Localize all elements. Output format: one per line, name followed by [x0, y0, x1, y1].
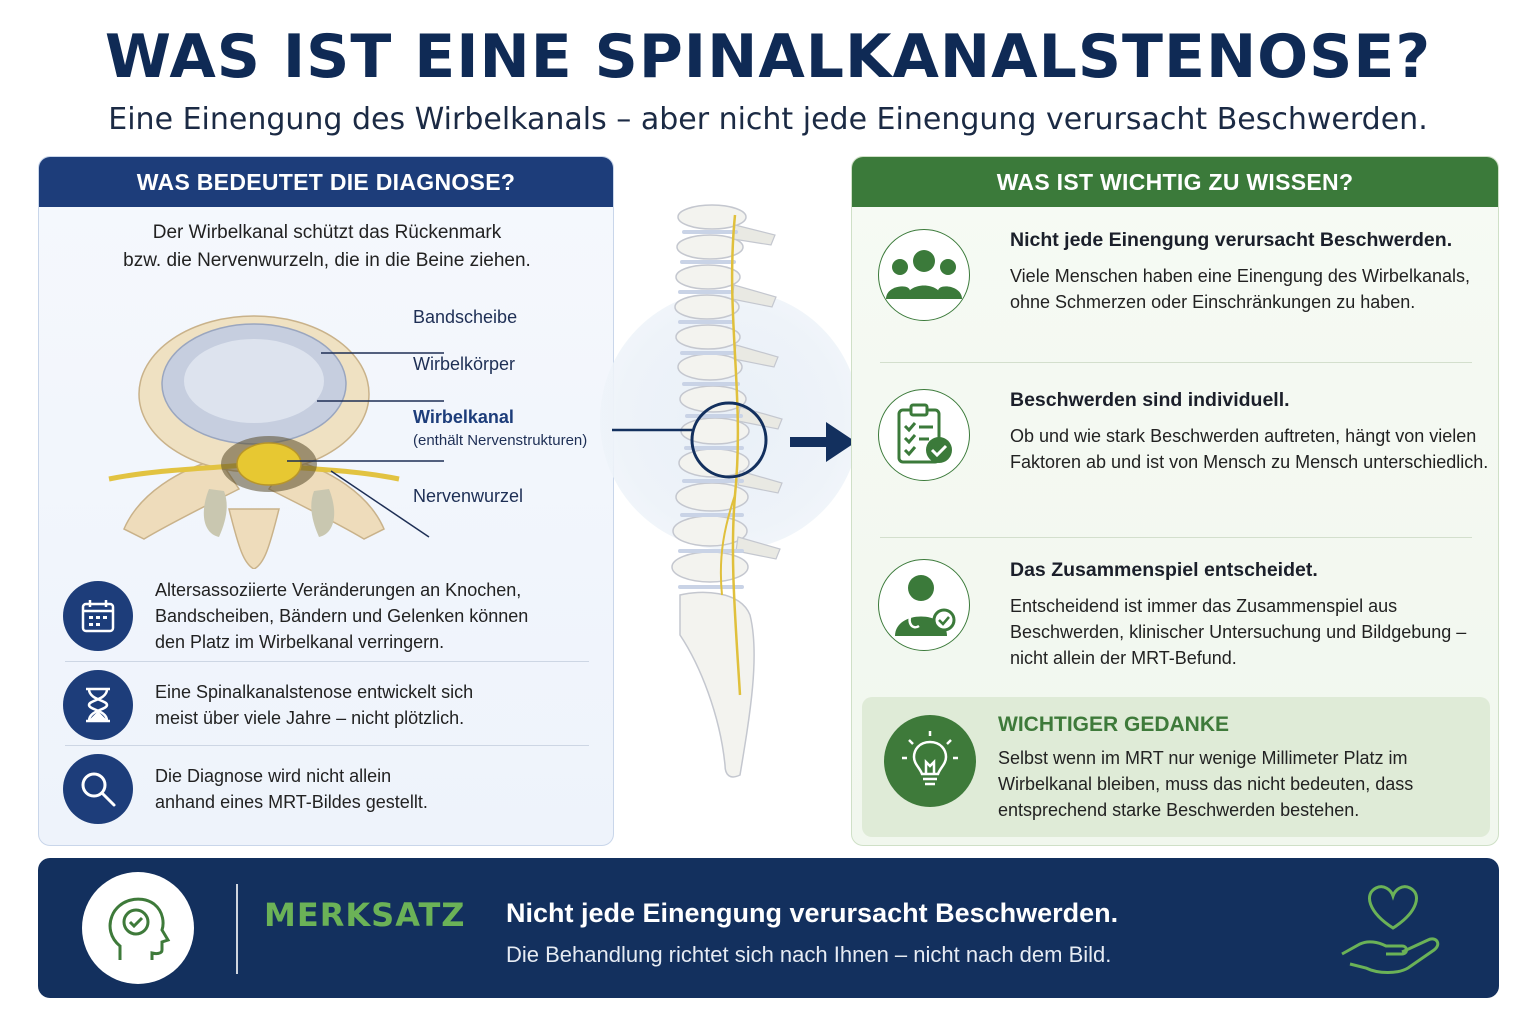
- diagnosis-panel-header: WAS BEDEUTET DIE DIAGNOSE?: [39, 157, 613, 207]
- item-2-title: Beschwerden sind individuell.: [1010, 389, 1290, 411]
- label-bandscheibe: Bandscheibe: [413, 307, 518, 327]
- divider: [880, 537, 1472, 538]
- important-thought-box: [862, 697, 1490, 837]
- vertebra-cross-section-illustration: [69, 279, 609, 569]
- important-thought-title: WICHTIGER GEDANKE: [998, 713, 1229, 736]
- item-3-text: Entscheidend ist immer das Zusammenspiel aus Beschwerden, klinischer Untersuchung und Bildgebung – nicht allein der MRT-Befund.: [1010, 596, 1467, 668]
- page-title: WAS IST EINE SPINALKANALSTENOSE?: [104, 22, 1432, 92]
- important-thought-text: Selbst wenn im MRT nur wenige Millimeter Platz im Wirbelkanal bleiben, muss das nicht bedeuten, dass entsprechend starke Beschwerden bestehen.: [998, 748, 1414, 820]
- divider: [65, 745, 589, 746]
- head-check-icon: [82, 872, 194, 984]
- merksatz-sub: Die Behandlung richtet sich nach Ihnen – nicht nach dem Bild.: [506, 942, 1112, 967]
- divider: [65, 661, 589, 662]
- arrow-right-icon: [790, 420, 860, 464]
- hourglass-icon: [63, 670, 133, 740]
- divider: [880, 362, 1472, 363]
- spine-illustration: [640, 195, 860, 795]
- fact-development: [63, 670, 591, 740]
- calendar-icon: [63, 581, 133, 651]
- merksatz-banner: [38, 858, 1499, 998]
- merksatz-main: Nicht jede Einengung verursacht Beschwerden.: [506, 898, 1119, 928]
- checklist-clipboard-icon: [878, 389, 970, 481]
- fact-2-line-1: Eine Spinalkanalstenose entwickelt sich: [155, 682, 474, 702]
- knowledge-panel: [851, 156, 1499, 846]
- knowledge-panel-header: WAS IST WICHTIG ZU WISSEN?: [852, 157, 1498, 207]
- label-wirbelkanal: Wirbelkanal: [413, 407, 514, 427]
- lightbulb-icon: [884, 715, 976, 807]
- magnifier-icon: [63, 754, 133, 824]
- item-1-title: Nicht jede Einengung verursacht Beschwerden.: [1010, 229, 1453, 251]
- item-3-title: Das Zusammenspiel entscheidet.: [1010, 559, 1318, 581]
- divider: [236, 884, 238, 974]
- intro-line-2: bzw. die Nervenwurzeln, die in die Beine ziehen.: [123, 250, 531, 271]
- fact-2-line-2: meist über viele Jahre – nicht plötzlich.: [155, 708, 465, 728]
- page-subtitle: Eine Einengung des Wirbelkanals – aber nicht jede Einengung verursacht Beschwerden.: [108, 102, 1428, 137]
- fact-age-changes: [63, 577, 591, 655]
- fact-3-line-1: Die Diagnose wird nicht allein: [155, 766, 392, 786]
- label-wirbelkanal-note: (enthält Nervenstrukturen): [413, 432, 588, 449]
- fact-1-line-1: Altersassoziierte Veränderungen an Knochen,: [155, 580, 522, 600]
- item-2-text: Ob und wie stark Beschwerden auftreten, hängt von vielen Faktoren ab und ist von Mensch zu Mensch unterschiedlich.: [1010, 426, 1489, 472]
- people-group-icon: [878, 229, 970, 321]
- merksatz-label: MERKSATZ: [264, 896, 466, 934]
- heart-hand-icon: [1338, 882, 1448, 978]
- fact-1-line-3: den Platz im Wirbelkanal verringern.: [155, 632, 445, 652]
- fact-diagnosis-mrt: [63, 754, 591, 824]
- label-nervenwurzel: Nervenwurzel: [413, 486, 524, 506]
- diagnosis-panel: [38, 156, 614, 846]
- diagnosis-intro: [39, 219, 614, 275]
- fact-3-line-2: anhand eines MRT-Bildes gestellt.: [155, 792, 428, 812]
- item-1-text: Viele Menschen haben eine Einengung des Wirbelkanals, ohne Schmerzen oder Einschränkungen zu haben.: [1010, 266, 1470, 312]
- intro-line-1: Der Wirbelkanal schützt das Rückenmark: [152, 222, 502, 243]
- label-wirbelkoerper: Wirbelkörper: [413, 354, 516, 374]
- doctor-icon: [878, 559, 970, 651]
- fact-1-line-2: Bandscheiben, Bändern und Gelenken können: [155, 606, 529, 626]
